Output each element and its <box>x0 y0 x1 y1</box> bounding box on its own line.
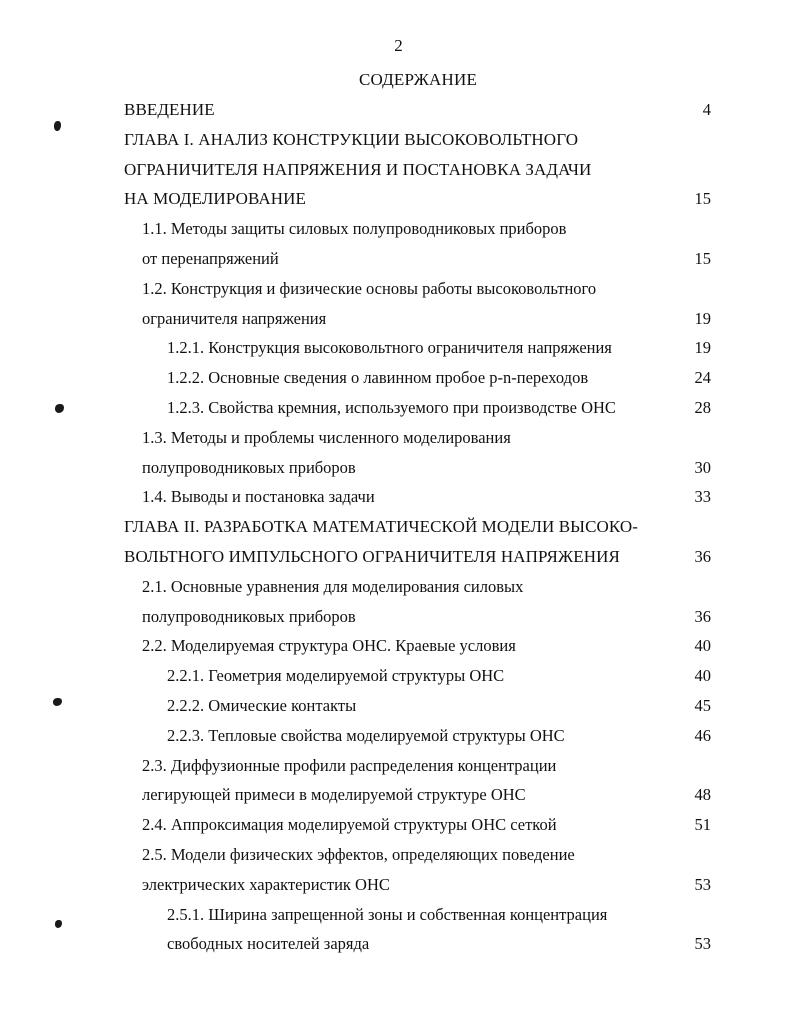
toc-entry-text: 2.1. Основные уравнения для моделирования силовых <box>142 576 524 596</box>
toc-entry <box>0 512 797 542</box>
toc-entry <box>0 482 797 512</box>
toc-entry-page: 24 <box>694 368 711 388</box>
toc-entry <box>0 751 797 781</box>
table-of-contents <box>0 95 797 959</box>
page-number: 2 <box>394 36 403 55</box>
toc-entry-text: НА МОДЕЛИРОВАНИЕ <box>124 189 306 209</box>
toc-entry <box>0 125 797 155</box>
toc-entry-text: 1.2.2. Основные сведения о лавинном пробое p-n-переходов <box>167 368 589 388</box>
toc-entry-text: 1.2. Конструкция и физические основы работы высоковольтного <box>142 278 597 298</box>
toc-entry-text: свободных носителей заряда <box>167 934 370 954</box>
toc-entry-page: 36 <box>694 546 711 566</box>
toc-entry <box>0 810 797 840</box>
toc-entry <box>0 155 797 185</box>
toc-entry <box>0 393 797 423</box>
toc-entry <box>0 95 797 125</box>
toc-entry-text: 1.3. Методы и проблемы численного моделирования <box>142 427 511 447</box>
toc-entry <box>0 542 797 572</box>
page-title: СОДЕРЖАНИЕ <box>358 70 478 89</box>
toc-entry-page: 48 <box>694 785 711 805</box>
toc-entry <box>0 333 797 363</box>
toc-entry-text: 2.4. Аппроксимация моделируемой структуры ОНС сеткой <box>142 815 557 835</box>
toc-entry <box>0 214 797 244</box>
toc-entry-page: 33 <box>694 487 711 507</box>
toc-entry-page: 4 <box>702 100 711 119</box>
toc-entry-text: 2.2.2. Омические контакты <box>167 695 357 715</box>
toc-entry <box>0 453 797 483</box>
toc-entry-page: 19 <box>694 308 711 328</box>
toc-entry-page: 19 <box>694 338 711 358</box>
toc-entry-page: 28 <box>694 397 711 417</box>
toc-entry <box>0 363 797 393</box>
toc-entry <box>0 572 797 602</box>
toc-entry <box>0 900 797 930</box>
toc-entry-text: ГЛАВА II. РАЗРАБОТКА МАТЕМАТИЧЕСКОЙ МОДЕЛИ ВЫСОКО- <box>124 517 639 537</box>
toc-entry-page: 46 <box>694 725 711 745</box>
toc-entry <box>0 780 797 810</box>
toc-entry-text: 1.1. Методы защиты силовых полупроводниковых приборов <box>142 219 567 239</box>
toc-entry <box>0 870 797 900</box>
toc-entry <box>0 840 797 870</box>
toc-entry-page: 40 <box>694 636 711 656</box>
toc-entry-page: 30 <box>694 457 711 477</box>
toc-entry-page: 53 <box>694 874 711 894</box>
toc-entry <box>0 274 797 304</box>
toc-entry-page: 45 <box>694 695 711 715</box>
toc-entry-text: ГЛАВА I. АНАЛИЗ КОНСТРУКЦИИ ВЫСОКОВОЛЬТНОГО <box>124 129 579 149</box>
toc-entry-text: легирующей примеси в моделируемой структуре ОНС <box>142 785 526 805</box>
toc-entry-text: от перенапряжений <box>142 248 279 268</box>
toc-entry <box>0 244 797 274</box>
toc-entry <box>0 929 797 959</box>
toc-entry-text: 1.4. Выводы и постановка задачи <box>142 487 375 507</box>
toc-entry <box>0 721 797 751</box>
toc-entry-page: 53 <box>694 934 711 954</box>
toc-entry <box>0 304 797 334</box>
toc-entry-text: 2.2.1. Геометрия моделируемой структуры ОНС <box>167 666 505 686</box>
toc-entry-text: ВВЕДЕНИЕ <box>124 100 215 119</box>
toc-entry-page: 15 <box>694 189 711 209</box>
toc-entry-text: 2.2.3. Тепловые свойства моделируемой структуры ОНС <box>167 725 565 745</box>
toc-entry-page: 36 <box>694 606 711 626</box>
toc-entry-text: полупроводниковых приборов <box>142 606 356 626</box>
toc-entry-text: 1.2.1. Конструкция высоковольтного ограничителя напряжения <box>167 338 612 358</box>
toc-entry-page: 40 <box>694 666 711 686</box>
toc-entry-text: 1.2.3. Свойства кремния, используемого при производстве ОНС <box>167 397 616 417</box>
toc-entry <box>0 423 797 453</box>
toc-entry-text: ВОЛЬТНОГО ИМПУЛЬСНОГО ОГРАНИЧИТЕЛЯ НАПРЯЖЕНИЯ <box>124 546 620 566</box>
toc-entry-text: ОГРАНИЧИТЕЛЯ НАПРЯЖЕНИЯ И ПОСТАНОВКА ЗАДАЧИ <box>124 159 592 179</box>
toc-entry-text: 2.5.1. Ширина запрещенной зоны и собственная концентрация <box>167 904 608 924</box>
toc-entry-text: 2.2. Моделируемая структура ОНС. Краевые условия <box>142 636 516 656</box>
toc-entry-text: электрических характеристик ОНС <box>142 874 390 894</box>
toc-entry <box>0 602 797 632</box>
toc-entry-page: 51 <box>694 815 711 835</box>
toc-entry-text: 2.3. Диффузионные профили распределения концентрации <box>142 755 557 775</box>
toc-entry <box>0 691 797 721</box>
toc-entry-text: ограничителя напряжения <box>142 308 327 328</box>
toc-entry <box>0 184 797 214</box>
toc-entry-text: полупроводниковых приборов <box>142 457 356 477</box>
toc-entry-text: 2.5. Модели физических эффектов, определяющих поведение <box>142 844 575 864</box>
toc-entry <box>0 661 797 691</box>
toc-entry-page: 15 <box>694 248 711 268</box>
toc-entry <box>0 631 797 661</box>
